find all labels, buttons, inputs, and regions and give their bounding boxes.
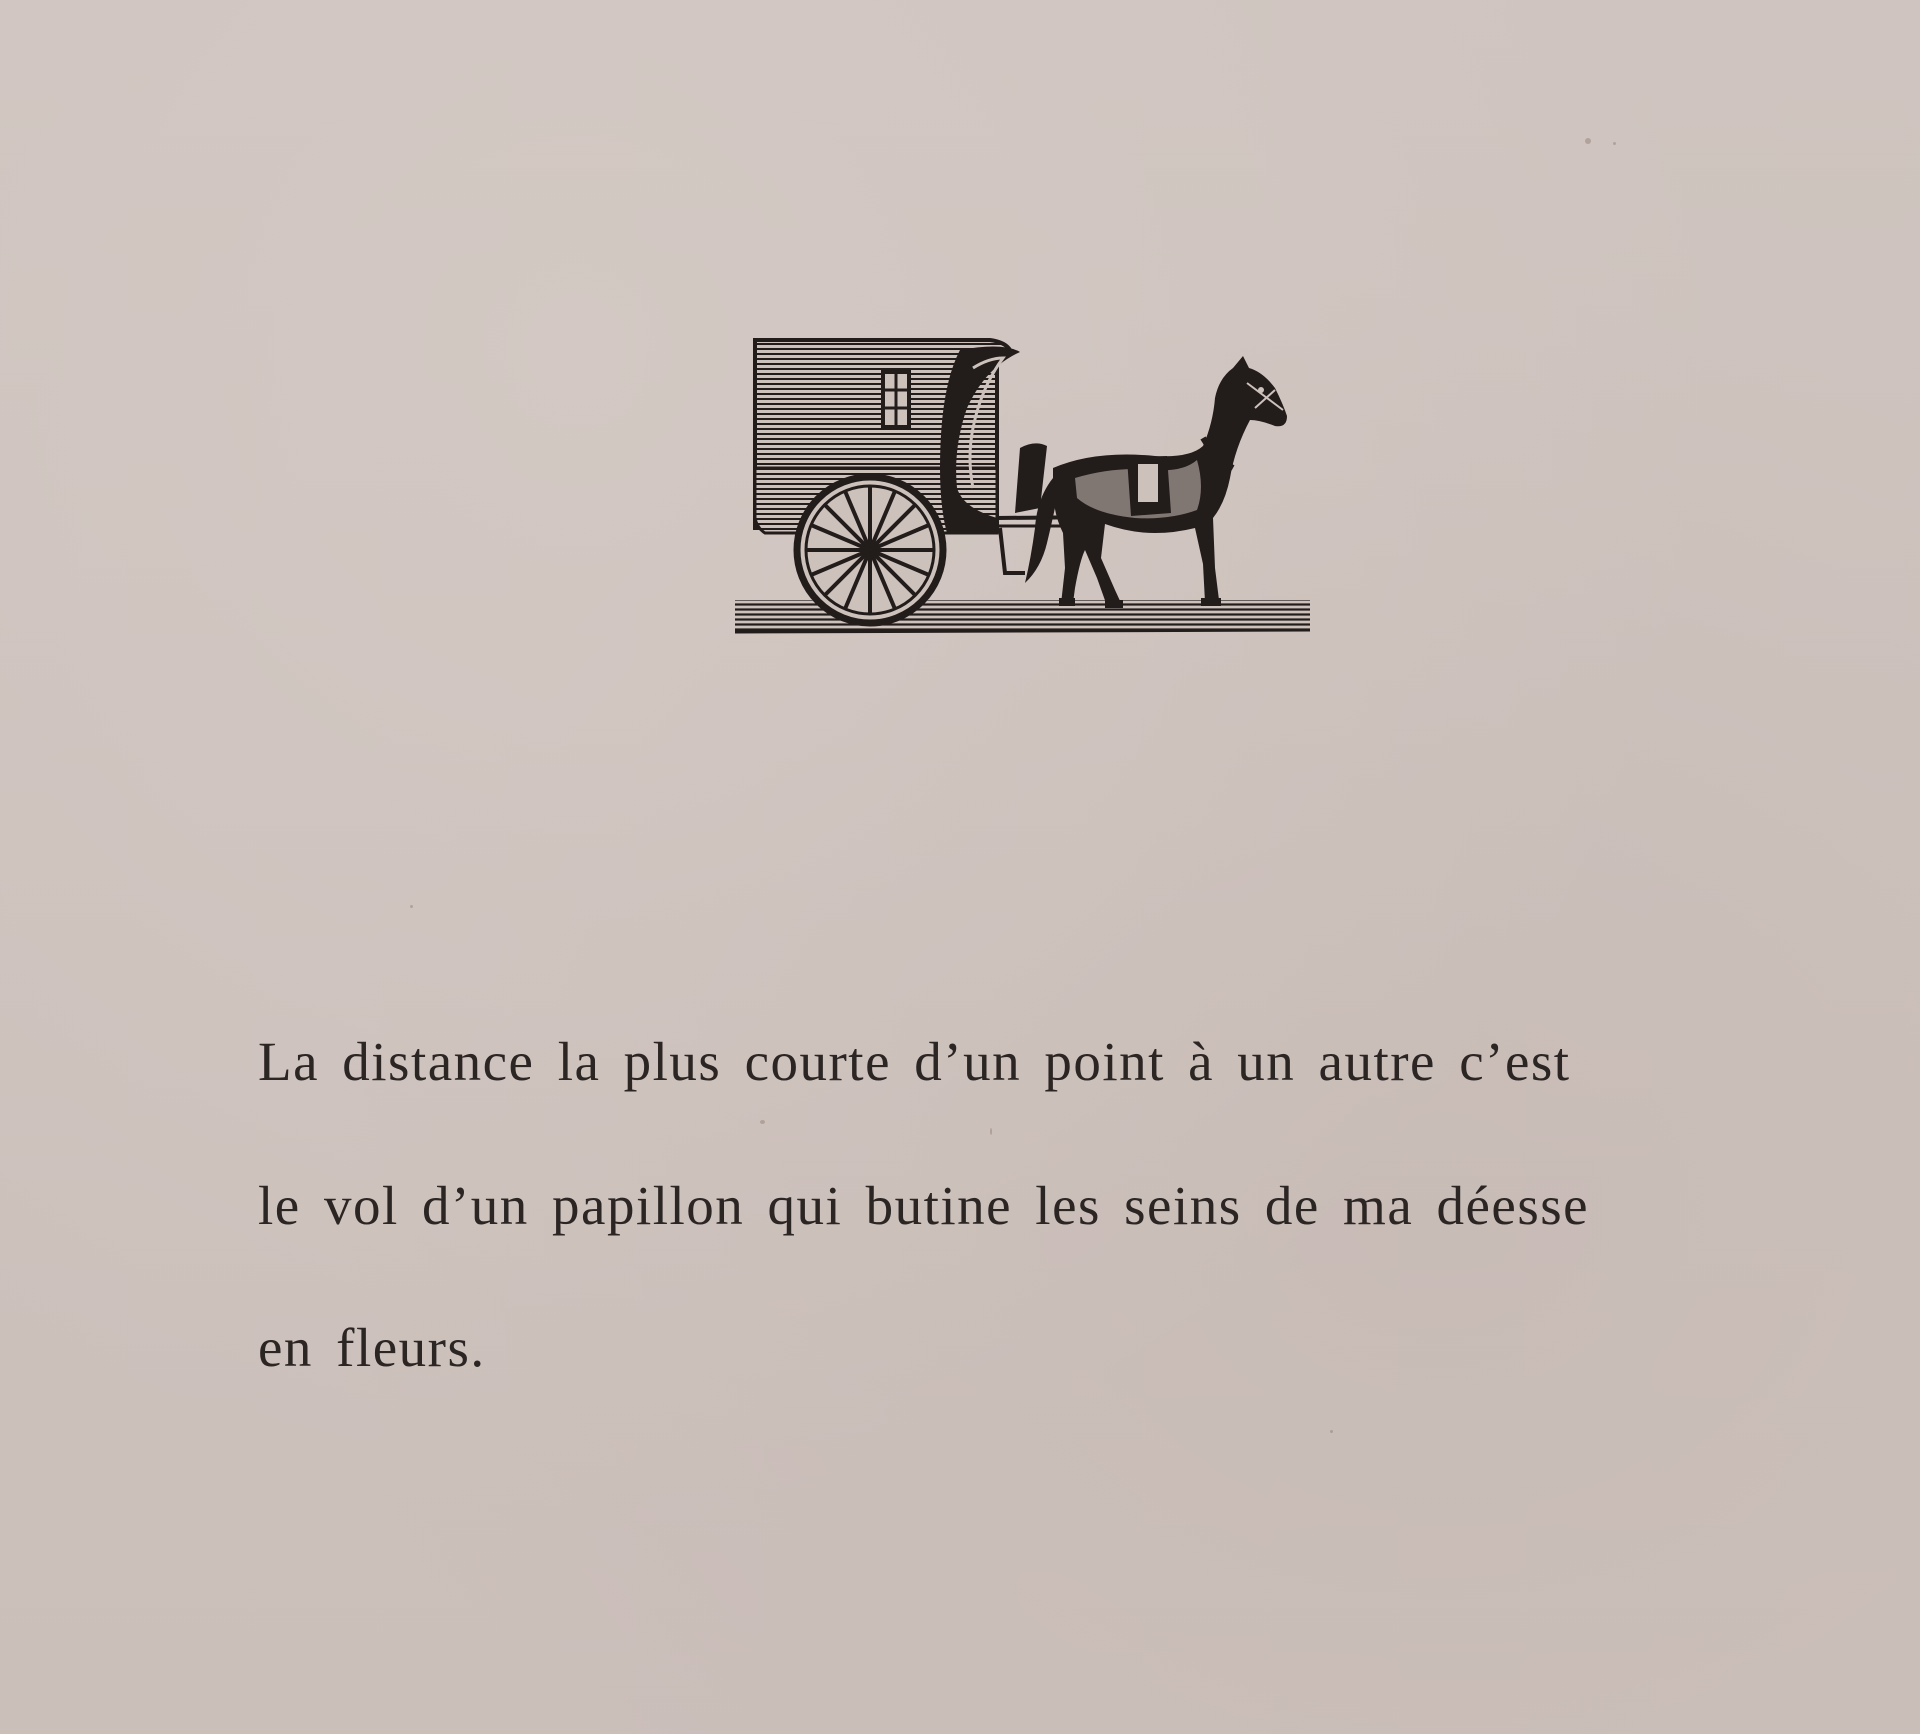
paper-speck	[990, 1128, 992, 1135]
paper-speck	[1585, 138, 1591, 144]
paper-speck	[1613, 142, 1616, 145]
poem-line-1: La distance la plus courte d’un point à un autre c’est	[258, 1031, 1571, 1092]
paper-speck	[410, 905, 413, 908]
carriage-engraving-icon	[735, 328, 1310, 638]
poem-line-3: en fleurs.	[258, 1317, 486, 1378]
paper-speck	[1330, 1430, 1333, 1433]
carriage-illustration	[735, 328, 1310, 638]
poem-line-2: le vol d’un papillon qui butine les seins de ma déesse	[258, 1175, 1590, 1236]
paper-speck	[760, 1120, 765, 1124]
